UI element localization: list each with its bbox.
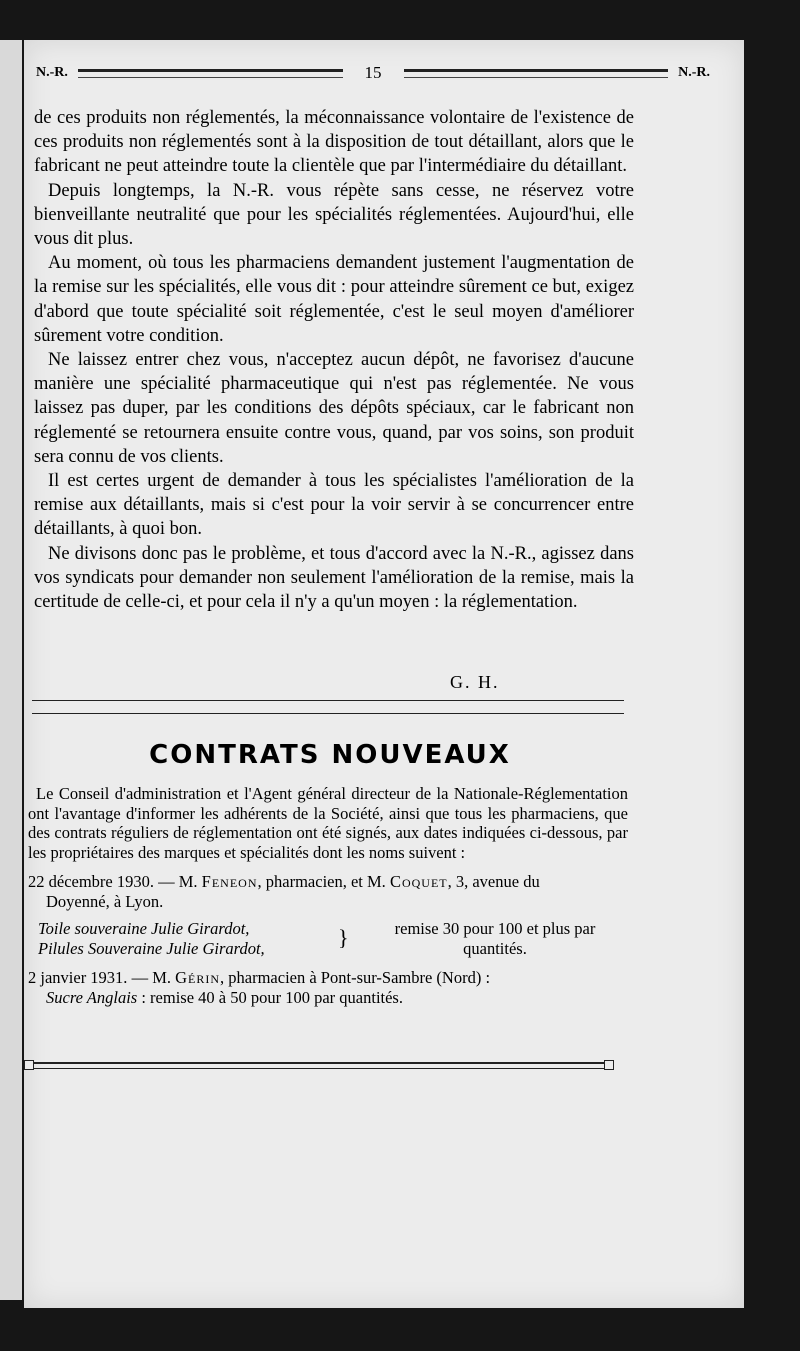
- remise-line: quantités.: [463, 938, 527, 958]
- paragraph: de ces produits non réglementés, la méconnaissance volontaire de l'existence de ces produits non réglementés sont à la disposition de tout détaillant, alors que le fabricant ne peut atteindre toute la clientèle que par l'intermédiaire du détaillant.: [34, 108, 634, 177]
- header-right-mark: N.-R.: [678, 65, 710, 80]
- contract-entry: [28, 968, 628, 1007]
- ornament-line: [34, 1062, 604, 1069]
- paragraph: Ne laissez entrer chez vous, n'acceptez aucun dépôt, ne favorisez d'aucune manière une spécialité pharmaceutique qui n'est pas réglementée. Ne vous laissez pas duper, par les conditions des dépôts spéciaux, car le fabricant non réglementé se retournera ensuite contre vous, quand, par vos soins, son produit sera connu de vos clients.: [34, 350, 634, 467]
- entry-dash: — M.: [127, 968, 176, 987]
- section-intro: Le Conseil d'administration et l'Agent général directeur de la Nationale-Réglementation ont l'avantage d'informer les adhérents de la Société, ainsi que tous les pharmaciens, que des contrats réguliers de réglementation ont été signés, aux dates indiquées ci-dessous, par les propriétaires des marques et spécialités dont les noms suivent :: [28, 784, 628, 862]
- entry-heading: [28, 872, 628, 892]
- square-ornament-right: [604, 1060, 614, 1070]
- pharmacist-name: Gérin: [175, 968, 221, 987]
- square-ornament-left: [24, 1060, 34, 1070]
- product-name: Toile souveraine Julie Girardot,: [38, 919, 250, 938]
- running-header: [36, 62, 710, 84]
- adjacent-page-edge: [0, 40, 22, 1300]
- contracts-section: [28, 784, 628, 1007]
- paragraph: Ne divisons donc pas le problème, et tous d'accord avec la N.-R., agissez dans vos syndicats pour demander non seulement l'amélioration de la remise, mais la certitude de celle-ci, et pour cela il n'y a qu'un moyen : la réglementation.: [34, 543, 634, 613]
- section-divider: [32, 700, 624, 714]
- entry-date: 2 janvier 1931.: [28, 968, 128, 987]
- entry-address: Doyenné, à Lyon.: [46, 891, 164, 911]
- author-signature: G. H.: [450, 672, 500, 692]
- article-body: [34, 106, 634, 614]
- brace-symbol: }: [338, 925, 349, 950]
- pharmacist-name: Coquet: [389, 872, 448, 891]
- entry-text: , 3, avenue du: [447, 872, 540, 891]
- bottom-ornament-rule: [24, 1058, 614, 1072]
- remise-terms: : remise 40 à 50 pour 100 par quantités.: [137, 987, 403, 1007]
- paragraph: Au moment, où tous les pharmaciens demandent justement l'augmentation de la remise sur les spécialités, elle vous dit : pour atteindre sûrement ce but, exigez d'abord que toute spécialité soit réglementée, c'est le seul moyen d'améliorer sûrement votre condition.: [34, 253, 634, 346]
- paragraph: Depuis longtemps, la N.-R. vous répète sans cesse, ne réservez votre bienveillante neutralité que pour les spécialités réglementées. Aujourd'hui, elle vous dit plus.: [34, 180, 634, 250]
- paragraph: Il est certes urgent de demander à tous les spécialistes l'amélioration de la remise aux détaillants, mais si c'est pour la voir servir à se concurrencer entre détaillants, à quoi bon.: [34, 471, 634, 540]
- entry-heading: [28, 968, 628, 988]
- product-block: [28, 919, 628, 958]
- remise-line: remise 30 pour 100 et plus par: [394, 919, 596, 938]
- header-rule-left: [78, 69, 343, 78]
- entry-product-line: [28, 988, 628, 1008]
- page-number: 15: [364, 63, 382, 82]
- product-list: [38, 919, 338, 958]
- remise-terms: [362, 919, 628, 958]
- entry-date: 22 décembre 1930.: [28, 872, 154, 891]
- contract-entry: [28, 872, 628, 958]
- header-left-mark: N.-R.: [36, 65, 68, 80]
- entry-dash: — M.: [154, 872, 202, 891]
- entry-text: , pharmacien à Pont-sur-Sambre (Nord) :: [220, 968, 491, 987]
- product-name: Sucre Anglais: [46, 987, 138, 1007]
- pharmacist-name: Feneon: [201, 872, 258, 891]
- section-title: CONTRATS NOUVEAUX: [149, 740, 511, 770]
- product-name: Pilules Souveraine Julie Girardot,: [38, 938, 265, 958]
- header-rule-right: [404, 69, 669, 78]
- entry-text: , pharmacien, et M.: [257, 872, 390, 891]
